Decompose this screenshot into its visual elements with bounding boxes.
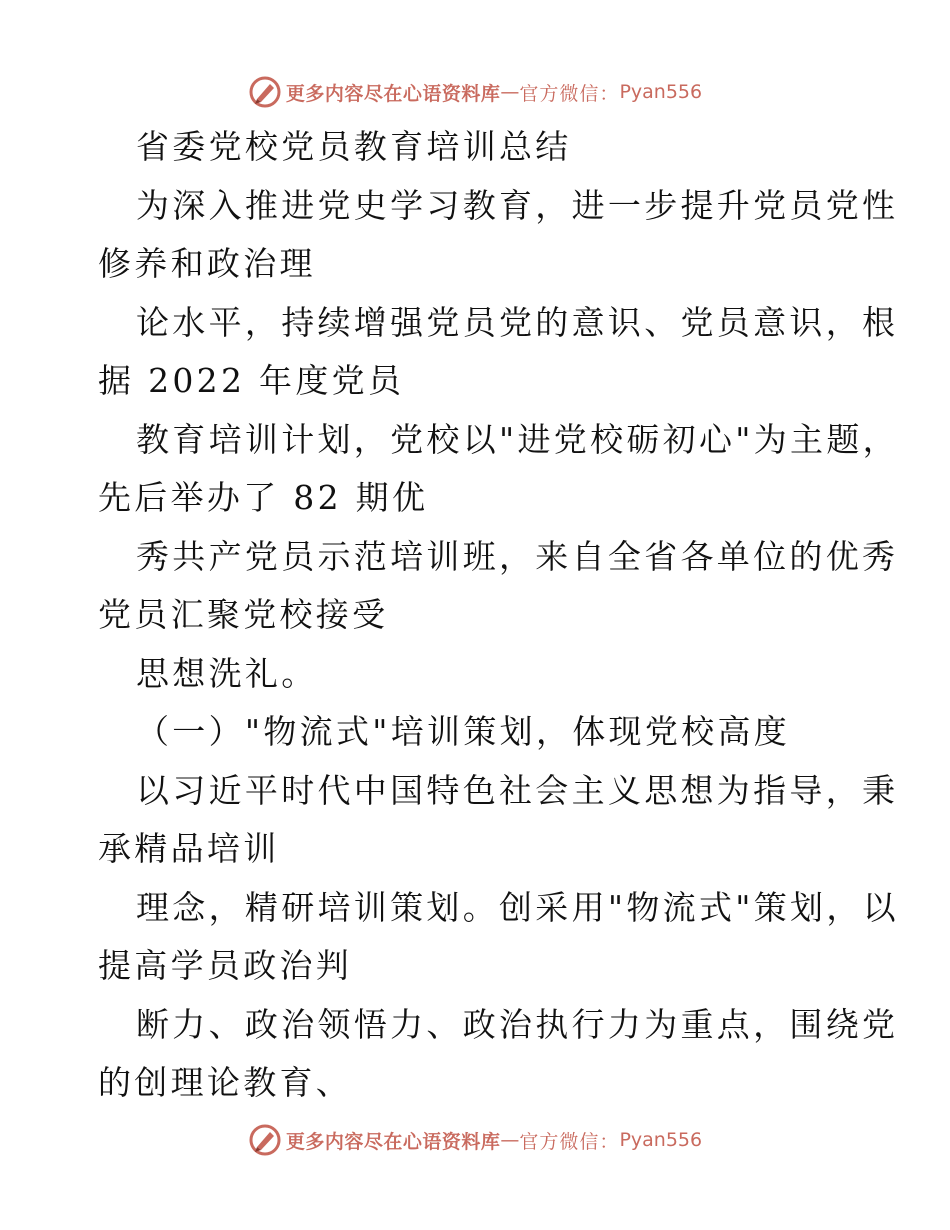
- text-line: 论水平，持续增强党员党的意识、党员意识，根: [136, 302, 899, 342]
- document-body: [98, 118, 899, 1113]
- banner-contact-id: Pyan556: [619, 1129, 703, 1151]
- banner-contact-id: Pyan556: [619, 81, 703, 103]
- text-line: 为深入推进党史学习教育，进一步提升党员党性: [136, 185, 899, 225]
- banner-separator: —: [500, 81, 520, 103]
- banner-brand: 更多内容尽在心语资料库: [285, 1130, 501, 1153]
- text-line: 断力、政治领悟力、政治执行力为重点，围绕党: [136, 1004, 899, 1044]
- text-line: 据 2022 年度党员: [98, 361, 405, 400]
- section-heading: （一）"物流式"培训策划，体现党校高度: [136, 712, 791, 751]
- text-line: 修养和政治理: [98, 244, 316, 283]
- text-line: 的创理论教育、: [98, 1063, 353, 1102]
- text-line: 以习近平时代中国特色社会主义思想为指导，秉: [136, 770, 899, 810]
- text-line: 理念，精研培训策划。创采用"物流式"策划，以: [136, 887, 899, 927]
- text-line: 先后举办了 82 期优: [98, 478, 429, 517]
- text-line: 党员汇聚党校接受: [98, 595, 389, 634]
- footer-banner: [0, 1120, 950, 1160]
- pen-logo-icon: [248, 75, 282, 109]
- document-title: 省委党校党员教育培训总结: [136, 127, 572, 166]
- text-line: 承精品培训: [98, 829, 280, 868]
- banner-contact-label: 官方微信：: [519, 82, 620, 105]
- text-line: 秀共产党员示范培训班，来自全省各单位的优秀: [136, 536, 899, 576]
- banner-contact-label: 官方微信：: [519, 1130, 620, 1153]
- banner-separator: —: [500, 1129, 520, 1151]
- pen-logo-icon: [248, 1123, 282, 1157]
- text-line: 教育培训计划，党校以"进党校砺初心"为主题，: [136, 419, 899, 459]
- text-line: 提高学员政治判: [98, 946, 353, 985]
- banner-brand: 更多内容尽在心语资料库: [285, 82, 501, 105]
- text-line: 思想洗礼。: [136, 653, 318, 693]
- header-banner: [0, 72, 950, 112]
